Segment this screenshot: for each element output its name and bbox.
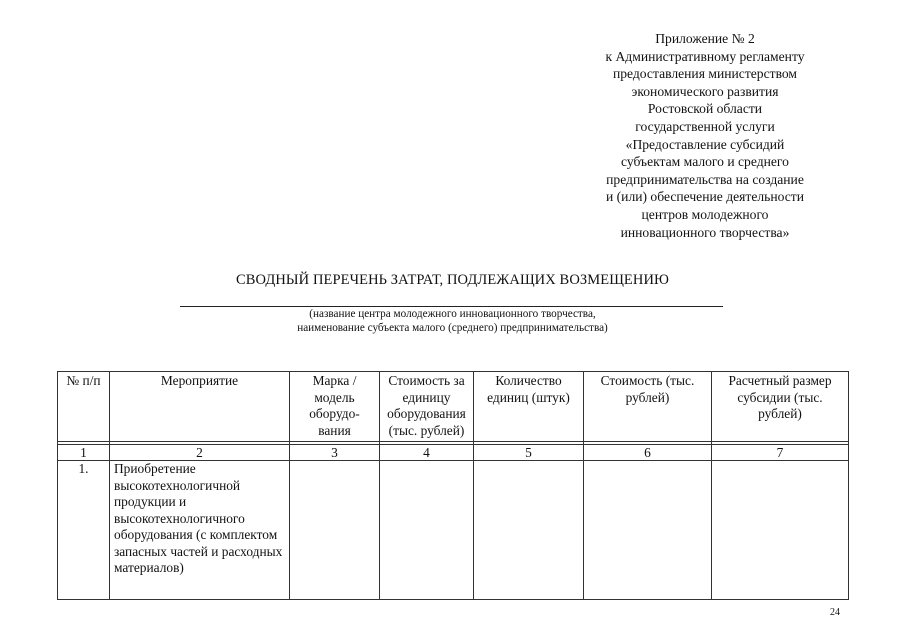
row-subsidy xyxy=(712,461,849,600)
cost-table xyxy=(57,371,849,600)
appendix-line: предпринимательства на создание xyxy=(606,171,804,187)
column-number: 7 xyxy=(712,445,849,461)
column-number: 5 xyxy=(474,445,584,461)
appendix-line: «Предоставление субсидий xyxy=(625,136,785,152)
page-number: 24 xyxy=(830,607,840,618)
header-subsidy: Расчетный размер субсидии (тыс. рублей) xyxy=(712,372,849,442)
appendix-line: инновационного творчества» xyxy=(620,224,790,240)
table-header-row xyxy=(58,372,849,442)
header-model: Марка / модель оборудо-вания xyxy=(290,372,380,442)
column-number: 3 xyxy=(290,445,380,461)
appendix-line: экономического развития xyxy=(631,83,779,99)
row-cost xyxy=(584,461,712,600)
header-number: № п/п xyxy=(58,372,110,442)
appendix-line: государственной услуги xyxy=(635,118,775,134)
header-cost: Стоимость (тыс. рублей) xyxy=(584,372,712,442)
appendix-line: предоставления министерством xyxy=(612,66,798,82)
column-number: 4 xyxy=(380,445,474,461)
caption-line-1: (название центра молодежного инновационного творчества, xyxy=(309,308,596,320)
row-activity: Приобретение высокотехнологичной продукции и высокотехнологичного оборудования (с комплектом запасных частей и расходных материалов) xyxy=(110,461,290,600)
appendix-line: и (или) обеспечение деятельности xyxy=(605,189,805,205)
document-title: СВОДНЫЙ ПЕРЕЧЕНЬ ЗАТРАТ, ПОДЛЕЖАЩИХ ВОЗМЕЩЕНИЮ xyxy=(235,272,670,288)
table-row xyxy=(58,461,849,600)
column-number-row xyxy=(58,445,849,461)
caption-line-2: наименование субъекта малого (среднего) предпринимательства) xyxy=(297,322,608,334)
appendix-line: центров молодежного xyxy=(641,206,769,222)
header-activity: Мероприятие xyxy=(110,372,290,442)
row-unit-cost xyxy=(380,461,474,600)
appendix-line: субъектам малого и среднего xyxy=(621,154,789,170)
appendix-line: Приложение № 2 xyxy=(655,31,755,46)
column-number: 2 xyxy=(110,445,290,461)
column-number: 6 xyxy=(584,445,712,461)
header-quantity: Количество единиц (штук) xyxy=(474,372,584,442)
row-model xyxy=(290,461,380,600)
appendix-line: Ростовской области xyxy=(647,101,763,117)
appendix-line: к Административному регламенту xyxy=(605,48,805,64)
header-unit-cost: Стоимость за единицу оборудования (тыс. рублей) xyxy=(380,372,474,442)
row-quantity xyxy=(474,461,584,600)
row-number: 1. xyxy=(58,461,110,600)
appendix-block xyxy=(560,30,850,241)
fill-in-caption xyxy=(0,307,905,335)
column-number: 1 xyxy=(58,445,110,461)
